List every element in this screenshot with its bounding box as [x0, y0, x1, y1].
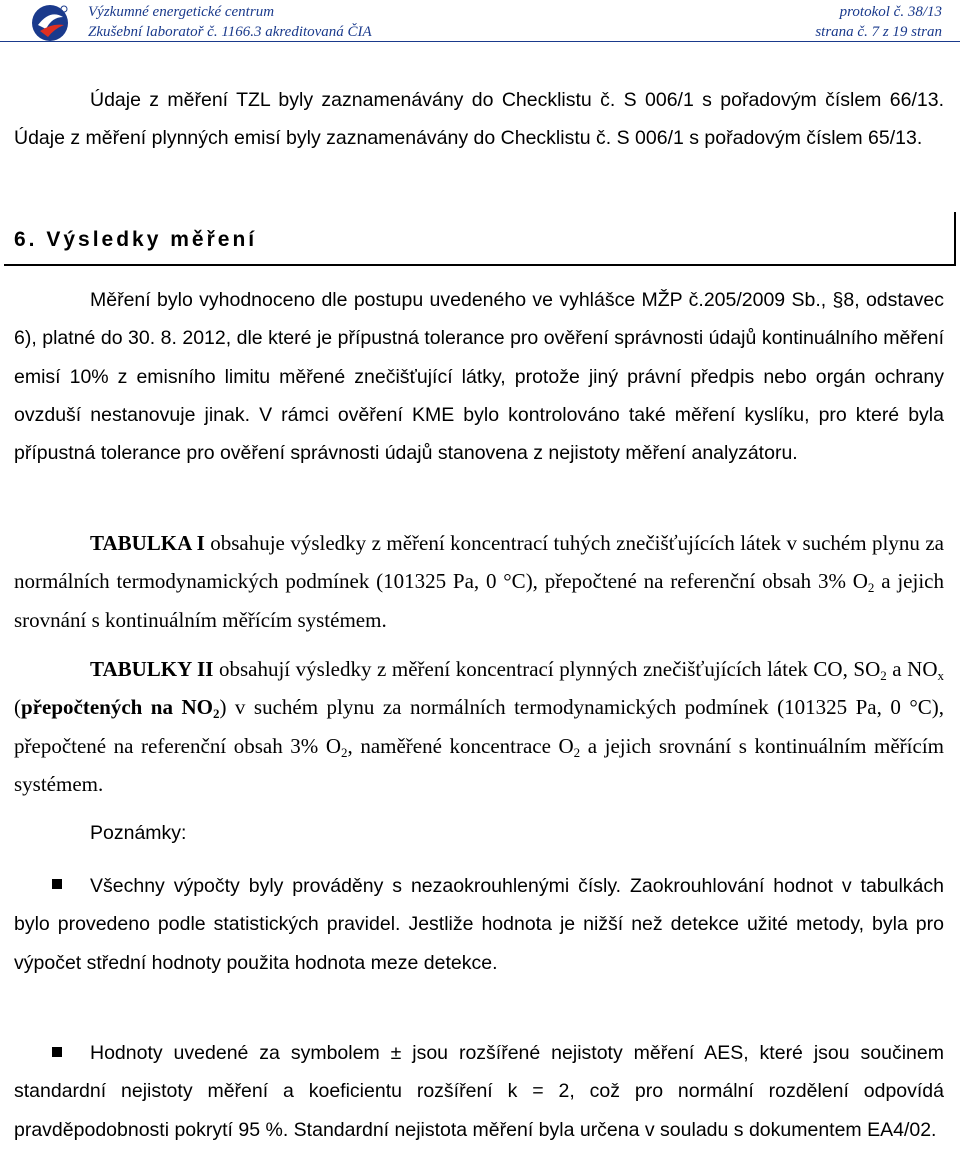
- note-item: Všechny výpočty byly prováděny s nezaokrouhlenými čísly. Zaokrouhlování hodnot v tabulkách bylo provedeno podle statistických pravidel. Jestliže hodnota je nižší než detekce užité metody, byla pro výpočet střední hodnoty použita hodnota meze detekce.: [14, 875, 944, 974]
- header-protocol: [815, 2, 942, 42]
- table1-paragraph: TABULKA I obsahuje výsledky z měření koncentrací tuhých znečišťujících látek v suchém plynu za normálních termodynamických podmínek (101325 Pa, 0 °C), přepočtené na referenční obsah 3% $O_2$ a jejich srovnání s kontinuálním měřícím systémem.: [14, 531, 944, 632]
- page-header: [0, 0, 960, 44]
- company-logo: [30, 3, 70, 43]
- note-item: Hodnoty uvedené za symbolem ± jsou rozšířené nejistoty měření AES, které jsou součinem standardní nejistoty měření a koeficientu rozšíření k = 2, což pro normální rozdělení odpovídá pravděpodobnosti pokrytí 95 %. Standardní nejistota měření byla určena v souladu s dokumentem EA4/02.: [14, 1042, 944, 1141]
- section-title: 6. Výsledky měření: [14, 228, 258, 251]
- header-org: [88, 2, 372, 42]
- org-name: Výzkumné energetické centrum: [88, 4, 275, 20]
- protocol-number: protokol č. 38/13: [839, 4, 942, 20]
- evaluation-paragraph: Měření bylo vyhodnoceno dle postupu uvedeného ve vyhlášce MŽP č.205/2009 Sb., §8, odstavec 6), platné do 30. 8. 2012, dle které je přípustná tolerance pro ověření správnosti údajů kontinuálního měření emisí 10% z emisního limitu měřené znečišťující látky, protože jiný právní předpis nebo orgán ochrany ovzduší nestanovuje jinak. V rámci ověření KME bylo kontrolováno také měření kyslíku, pro které byla přípustná tolerance pro ověření správnosti údajů stanovena z nejistoty měření analyzátoru.: [14, 289, 944, 465]
- notes-heading: Poznámky:: [90, 822, 187, 844]
- page-number: strana č. 7 z 19 stran: [815, 24, 942, 40]
- intro-paragraph: Údaje z měření TZL byly zaznamenávány do Checklistu č. S 006/1 s pořadovým číslem 66/13. Údaje z měření plynných emisí byly zaznamenávány do Checklistu č. S 006/1 s pořadovým číslem 65/13.: [14, 89, 944, 150]
- table1-label: TABULKA I: [90, 531, 205, 555]
- header-divider: [0, 41, 960, 42]
- table2-paragraph: TABULKY II obsahují výsledky z měření koncentrací plynných znečišťujících látek CO, $SO_2$ a $NO_x$ (přepočtených na $NO_2$) v suchém plynu za normálních termodynamických podmínek (101325 Pa, 0 °C), přepočtené na referenční obsah 3% $O_2$, naměřené koncentrace $O_2$ a jejich srovnání s kontinuálním měřícím systémem.: [14, 657, 944, 796]
- lab-name: Zkušební laboratoř č. 1166.3 akreditovaná ČIA: [88, 24, 372, 40]
- table2-label: TABULKY II: [90, 657, 214, 681]
